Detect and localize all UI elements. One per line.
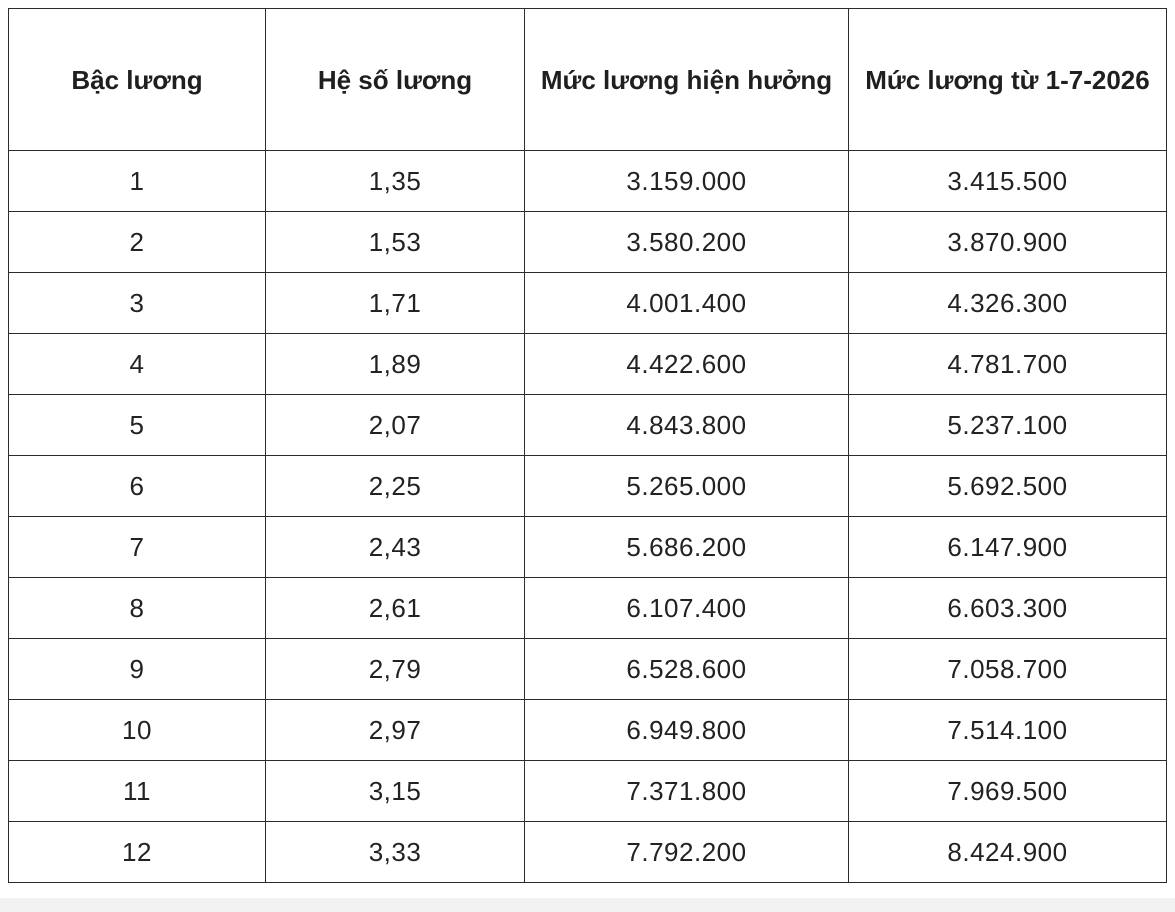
cell-bac-luong: 12 (9, 822, 266, 883)
cell-muc-luong-hien-huong: 5.265.000 (525, 456, 849, 517)
cell-muc-luong-hien-huong: 5.686.200 (525, 517, 849, 578)
cell-bac-luong: 1 (9, 151, 266, 212)
table-row (9, 151, 1167, 212)
cell-muc-luong-hien-huong: 6.528.600 (525, 639, 849, 700)
table-row (9, 273, 1167, 334)
cell-bac-luong: 7 (9, 517, 266, 578)
cell-bac-luong: 8 (9, 578, 266, 639)
cell-muc-luong-moi: 4.326.300 (849, 273, 1167, 334)
cell-he-so: 2,07 (266, 395, 525, 456)
header-muc-luong-tu-1-7-2026: Mức lương từ 1-7-2026 (849, 9, 1167, 151)
cell-he-so: 1,89 (266, 334, 525, 395)
cell-he-so: 2,43 (266, 517, 525, 578)
table-row (9, 334, 1167, 395)
table-row (9, 212, 1167, 273)
table-header (9, 9, 1167, 151)
cell-muc-luong-hien-huong: 3.580.200 (525, 212, 849, 273)
cell-muc-luong-moi: 8.424.900 (849, 822, 1167, 883)
cell-muc-luong-hien-huong: 7.792.200 (525, 822, 849, 883)
bottom-edge-strip (0, 898, 1175, 912)
cell-muc-luong-moi: 5.237.100 (849, 395, 1167, 456)
table-row (9, 822, 1167, 883)
table-row (9, 639, 1167, 700)
cell-muc-luong-hien-huong: 4.843.800 (525, 395, 849, 456)
cell-he-so: 1,53 (266, 212, 525, 273)
cell-muc-luong-moi: 7.514.100 (849, 700, 1167, 761)
cell-muc-luong-moi: 6.147.900 (849, 517, 1167, 578)
cell-muc-luong-moi: 7.058.700 (849, 639, 1167, 700)
table-row (9, 395, 1167, 456)
table-row (9, 456, 1167, 517)
header-row (9, 9, 1167, 151)
table-row (9, 517, 1167, 578)
cell-muc-luong-moi: 5.692.500 (849, 456, 1167, 517)
table-row (9, 761, 1167, 822)
table-body (9, 151, 1167, 883)
cell-muc-luong-hien-huong: 6.949.800 (525, 700, 849, 761)
cell-he-so: 2,79 (266, 639, 525, 700)
cell-muc-luong-moi: 6.603.300 (849, 578, 1167, 639)
cell-muc-luong-moi: 7.969.500 (849, 761, 1167, 822)
cell-he-so: 2,25 (266, 456, 525, 517)
header-muc-luong-hien-huong: Mức lương hiện hưởng (525, 9, 849, 151)
cell-muc-luong-moi: 4.781.700 (849, 334, 1167, 395)
cell-muc-luong-hien-huong: 7.371.800 (525, 761, 849, 822)
cell-bac-luong: 11 (9, 761, 266, 822)
cell-muc-luong-hien-huong: 4.001.400 (525, 273, 849, 334)
cell-bac-luong: 10 (9, 700, 266, 761)
cell-muc-luong-moi: 3.415.500 (849, 151, 1167, 212)
cell-he-so: 1,71 (266, 273, 525, 334)
table-row (9, 578, 1167, 639)
cell-bac-luong: 9 (9, 639, 266, 700)
cell-he-so: 2,61 (266, 578, 525, 639)
salary-table (8, 8, 1167, 883)
cell-muc-luong-moi: 3.870.900 (849, 212, 1167, 273)
cell-muc-luong-hien-huong: 6.107.400 (525, 578, 849, 639)
cell-bac-luong: 6 (9, 456, 266, 517)
cell-muc-luong-hien-huong: 4.422.600 (525, 334, 849, 395)
cell-he-so: 1,35 (266, 151, 525, 212)
cell-bac-luong: 2 (9, 212, 266, 273)
cell-bac-luong: 5 (9, 395, 266, 456)
cell-he-so: 2,97 (266, 700, 525, 761)
header-bac-luong: Bậc lương (9, 9, 266, 151)
table-row (9, 700, 1167, 761)
cell-bac-luong: 4 (9, 334, 266, 395)
cell-bac-luong: 3 (9, 273, 266, 334)
cell-he-so: 3,33 (266, 822, 525, 883)
cell-he-so: 3,15 (266, 761, 525, 822)
cell-muc-luong-hien-huong: 3.159.000 (525, 151, 849, 212)
header-he-so-luong: Hệ số lương (266, 9, 525, 151)
